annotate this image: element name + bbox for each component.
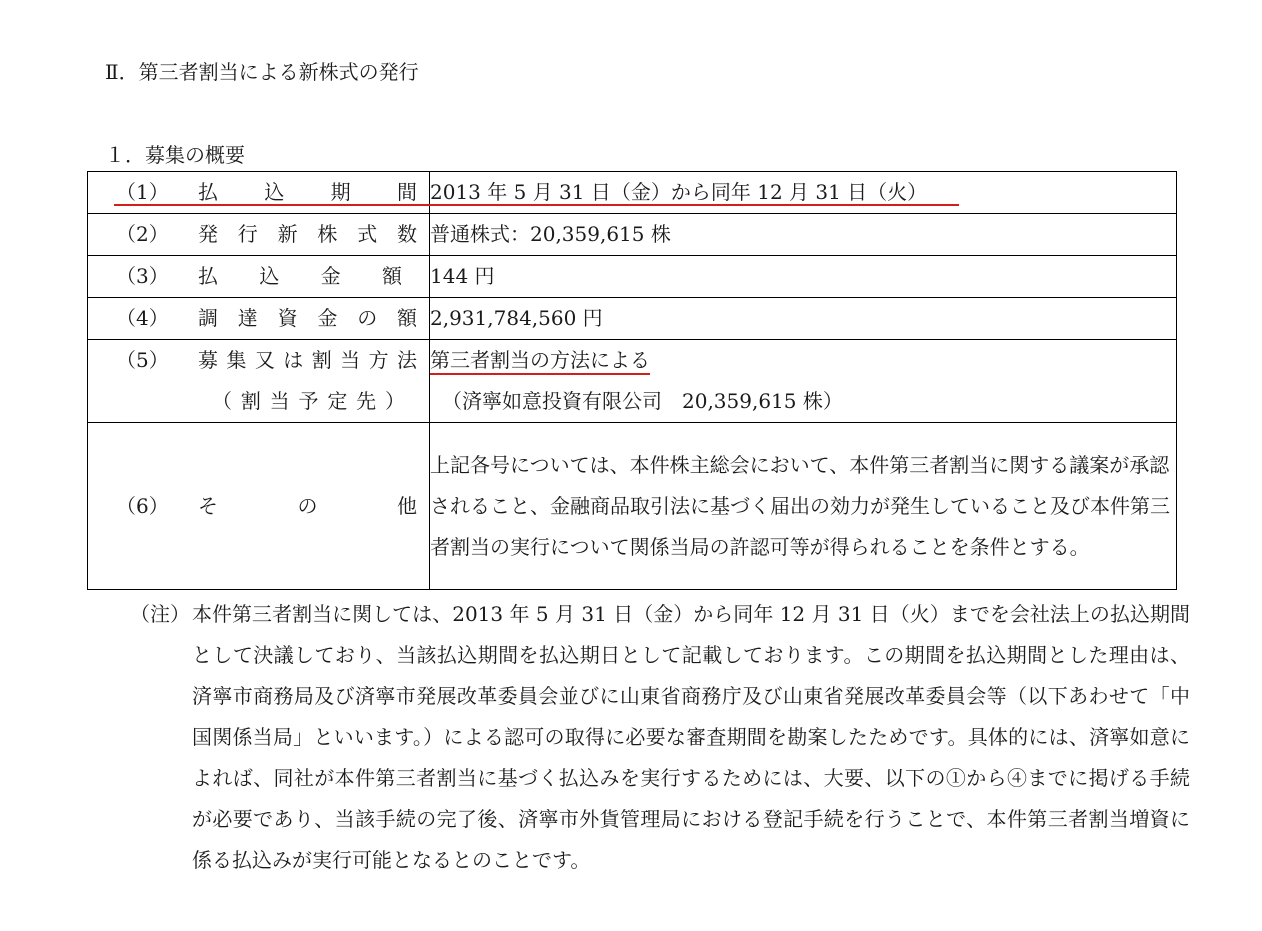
row-number: （4） <box>116 306 169 330</box>
row-value: 上記各号については、本件株主総会において、本件第三者割当に関する議案が承認されること、金融商品取引法に基づく届出の効力が発生していること及び本件第三者割当の実行について関係当局の許認可等が得られることを条件とする。 <box>430 452 1170 559</box>
row-label: 払込金額 <box>198 264 402 288</box>
row-number: （5） <box>116 348 169 372</box>
row-value: 2,931,784,560 円 <box>430 306 603 330</box>
row-number: （6） <box>116 493 169 518</box>
row-label: そ の 他 <box>198 493 417 518</box>
subsection-title: １．募集の概要 <box>105 143 245 167</box>
row-value-cell <box>430 340 1177 423</box>
section-title: Ⅱ．第三者割当による新株式の発行 <box>105 60 419 84</box>
table-row <box>88 172 1177 214</box>
note <box>130 594 1190 881</box>
row-value-cell <box>430 256 1177 298</box>
table-row <box>88 298 1177 340</box>
row-label-cell <box>88 256 430 298</box>
note-text: 本件第三者割当に関しては、2013 年 5 月 31 日（金）から同年 12 月 31 日（火）までを会社法上の払込期間として決議しており、当該払込期間を払込期日として記載しております。この期間を払込期間とした理由は、済寧市商務局及び済寧市発展改革委員会並びに山東省商務庁及び山東省発展改革委員会等（以下あわせて「中国関係当局」といいます。）による認可の取得に必要な審査期間を勘案したためです。具体的には、済寧如意によれば、同社が本件第三者割当に基づく払込みを実行するためには、大要、以下の①から④までに掲げる手続が必要であり、当該手続の完了後、済寧市外貨管理局における登記手続を行うことで、本件第三者割当増資に係る払込みが実行可能となるとのことです。 <box>192 602 1190 872</box>
row-value-cell <box>430 423 1177 590</box>
row-value-sub: （済寧如意投資有限公司 20,359,615 株） <box>442 389 843 413</box>
table-row <box>88 423 1177 590</box>
red-underline <box>114 204 959 206</box>
row-number: （2） <box>116 222 169 246</box>
row-label: 募集又は割当方法 <box>198 348 417 372</box>
row-value: 第三者割当の方法による <box>430 348 650 372</box>
row-label: 調達資金の額 <box>198 306 417 330</box>
row-label-cell <box>88 298 430 340</box>
row-label-cell <box>88 340 430 423</box>
row-label: 払込期間 <box>198 180 417 204</box>
table-row <box>88 214 1177 256</box>
row-value: 144 円 <box>430 264 495 288</box>
row-value-cell <box>430 172 1177 214</box>
row-label-sub: （割当予定先） <box>212 389 405 413</box>
note-label: （注） <box>130 602 190 626</box>
table-row <box>88 256 1177 298</box>
offering-summary-table <box>87 171 1177 590</box>
row-label-cell <box>88 214 430 256</box>
row-label: 発行新株式数 <box>198 222 417 246</box>
row-number: （3） <box>116 264 169 288</box>
row-number: （1） <box>116 180 169 204</box>
row-value: 2013 年 5 月 31 日（金）から同年 12 月 31 日（火） <box>430 180 928 204</box>
row-label-cell <box>88 423 430 590</box>
table-row <box>88 340 1177 423</box>
row-value: 普通株式：20,359,615 株 <box>430 222 671 246</box>
row-value-cell <box>430 214 1177 256</box>
row-label-cell <box>88 172 430 214</box>
row-value-cell <box>430 298 1177 340</box>
